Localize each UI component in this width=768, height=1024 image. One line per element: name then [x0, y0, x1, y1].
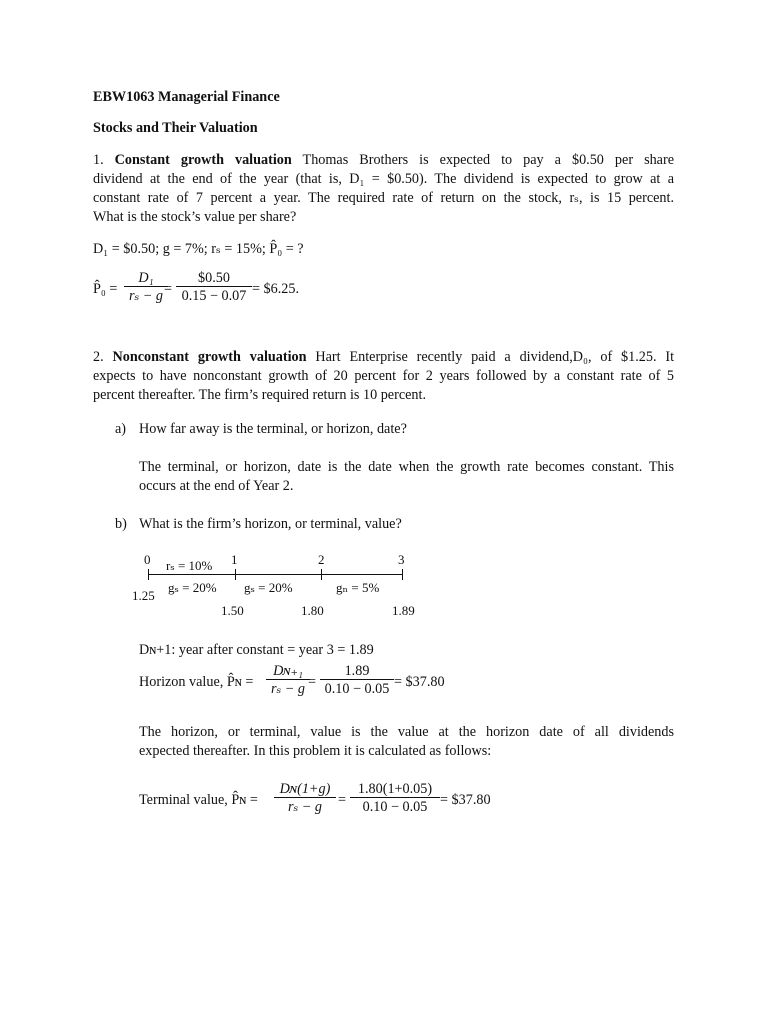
horizon-label: Horizon value, P̂ɴ = — [139, 674, 254, 690]
timeline-period: 3 — [398, 552, 405, 567]
terminal-fraction — [350, 781, 440, 815]
timeline-tick — [321, 569, 322, 580]
part-a-answer — [139, 458, 674, 496]
explanation-line: expected thereafter. In this problem it is calculated as follows: — [139, 743, 492, 759]
question-1-givens: D₁ = $0.50; g = 7%; rₛ = 15%; P̂₀ = ? — [93, 241, 304, 257]
horizon-fraction — [320, 663, 394, 697]
horizon-fraction — [266, 663, 310, 697]
timeline-dividend: 1.25 — [132, 588, 155, 603]
dn1-line: Dɴ+1: year after constant = year 3 = 1.89 — [139, 642, 374, 658]
fraction-denominator: rₛ − g — [266, 679, 310, 697]
formula-lhs: P̂₀ = — [93, 281, 118, 297]
fraction-numerator: $0.50 — [198, 270, 230, 286]
question-1-number: 1. — [93, 152, 104, 168]
timeline-tick — [402, 569, 403, 580]
fraction-numerator: Dɴ₊₁ — [273, 663, 303, 679]
timeline-dividend: 1.50 — [221, 603, 244, 618]
fraction-denominator: 0.10 − 0.05 — [350, 797, 440, 815]
timeline-growth: gₛ = 20% — [168, 580, 217, 595]
timeline-period: 1 — [231, 552, 238, 567]
part-a-question: How far away is the terminal, or horizon, date? — [139, 421, 407, 437]
part-b-question: What is the firm’s horizon, or terminal, value? — [139, 516, 402, 532]
terminal-fraction — [274, 781, 336, 815]
fraction-denominator: rₛ − g — [274, 797, 336, 815]
answer-line: The terminal, or horizon, date is the date when the growth rate becomes constant. This — [139, 459, 674, 475]
question-2-text: expects to have nonconstant growth of 20 percent for 2 years followed by a constant rate of 5 — [93, 368, 674, 384]
question-2-paragraph — [93, 348, 674, 405]
terminal-label: Terminal value, P̂ɴ = — [139, 792, 258, 808]
fraction-numerator: 1.80(1+0.05) — [357, 781, 433, 797]
timeline-dividend: 1.80 — [301, 603, 324, 618]
fraction-numerator: Dɴ(1+g) — [279, 781, 331, 797]
equals-sign: = — [338, 792, 347, 808]
terminal-result: = $37.80 — [440, 792, 491, 808]
explanation-line: The horizon, or terminal, value is the value at the horizon date of all dividends — [139, 724, 674, 740]
question-2-text: Hart Enterprise recently paid a dividend,D₀, of $1.25. It — [315, 349, 675, 365]
answer-line: occurs at the end of Year 2. — [139, 478, 294, 494]
formula-fraction — [176, 270, 252, 304]
formula-result: = $6.25. — [252, 281, 300, 297]
timeline-tick — [148, 569, 149, 580]
equals-sign: = — [308, 674, 317, 690]
question-1-heading: Constant growth valuation — [114, 152, 292, 168]
horizon-result: = $37.80 — [394, 674, 445, 690]
fraction-denominator: rₛ − g — [124, 286, 168, 304]
part-b-label: b) — [115, 516, 127, 532]
timeline-dividend: 1.89 — [392, 603, 415, 618]
timeline-period: 0 — [144, 552, 151, 567]
fraction-denominator: 0.15 − 0.07 — [176, 286, 252, 304]
question-1-text: dividend at the end of the year (that is, D₁ = $0.50). The dividend is expected to grow at a — [93, 171, 674, 187]
timeline-axis — [148, 574, 403, 575]
question-1-text: constant rate of 7 percent a year. The required rate of return on the stock, rₛ, is 15 percent. — [93, 190, 674, 206]
fraction-numerator: 1.89 — [344, 663, 370, 679]
timeline-growth: gₛ = 20% — [244, 580, 293, 595]
fraction-numerator: D₁ — [138, 270, 154, 286]
question-1-paragraph — [93, 151, 674, 227]
part-a-label: a) — [115, 421, 127, 437]
timeline-rate: rₛ = 10% — [166, 558, 213, 573]
course-title: EBW1063 Managerial Finance — [93, 89, 280, 105]
explanation-paragraph — [139, 723, 674, 761]
formula-fraction — [124, 270, 168, 304]
fraction-denominator: 0.10 − 0.05 — [320, 679, 394, 697]
equals-sign: = — [164, 281, 173, 297]
question-2-number: 2. — [93, 349, 104, 365]
question-2-heading: Nonconstant growth valuation — [112, 349, 307, 365]
section-title: Stocks and Their Valuation — [93, 120, 258, 136]
timeline-growth: gₙ = 5% — [336, 580, 380, 595]
timeline-period: 2 — [318, 552, 325, 567]
timeline-tick — [235, 569, 236, 580]
question-1-text: Thomas Brothers is expected to pay a $0.50 per share — [302, 152, 675, 168]
question-2-text: percent thereafter. The firm’s required return is 10 percent. — [93, 387, 426, 403]
question-1-text: What is the stock’s value per share? — [93, 209, 297, 225]
